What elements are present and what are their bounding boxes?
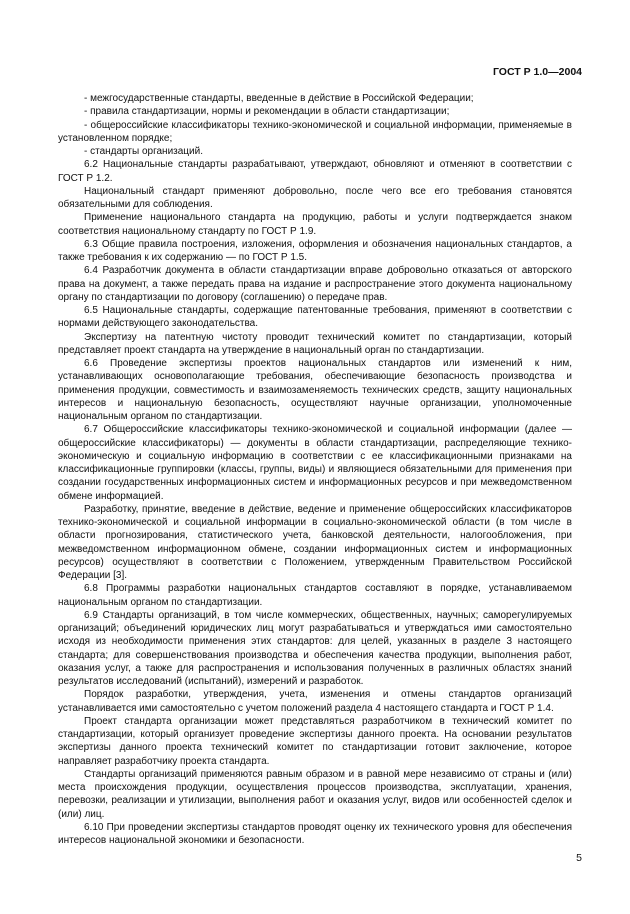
page-body — [58, 92, 572, 847]
list-item: - правила стандартизации, нормы и рекомендации в области стандартизации; — [84, 106, 450, 118]
paragraph: Применение национального стандарта на продукцию, работы и услуги подтверждается знаком соответствия национальному стандарту по ГОСТ Р 1.9. — [58, 212, 572, 237]
paragraph: 6.5 Национальные стандарты, содержащие патентованные требования, применяют в соответствии с нормами действующего законодательства. — [58, 305, 572, 330]
paragraph: Разработку, принятие, введение в действие, ведение и применение общероссийских классификаторов технико-экономической и социальной информации в социально-экономической области (в том числе в области прогнозирования, статистического учета, банковской деятельности, налогообложения, при межведомственном информационном обмене, создании информационных систем и информационных ресурсов) осуществляют в соответствии с Положением, утвержденным Правительством Российской Федерации [3]. — [58, 503, 572, 581]
paragraph: Экспертизу на патентную чистоту проводит технический комитет по стандартизации, который представляет проект стандарта на утверждение в национальный орган по стандартизации. — [58, 331, 572, 356]
list-item: - стандарты организаций. — [84, 146, 203, 157]
list-item: - общероссийские классификаторы технико-экономической и социальной информации, применяемые в установленном порядке; — [58, 119, 572, 144]
paragraph: 6.2 Национальные стандарты разрабатывают, утверждают, обновляют и отменяют в соответствии с ГОСТ Р 1.2. — [58, 159, 572, 184]
paragraph: Национальный стандарт применяют добровольно, после чего все его требования становятся обязательными для соблюдения. — [58, 185, 572, 210]
paragraph: Стандарты организаций применяются равным образом и в равной мере независимо от страны и (или) места происхождения продукции, осуществления процессов производства, эксплуатации, хранения, перевозки, реализации и утилизации, выполнения работ и оказания услуг, видов или особенностей сделок и (или) лиц. — [58, 768, 572, 820]
paragraph: 6.10 При проведении экспертизы стандартов проводят оценку их технического уровня для обеспечения интересов национальной экономики и безопасности. — [58, 821, 572, 846]
document-header: ГОСТ Р 1.0—2004 — [492, 66, 582, 78]
paragraph: 6.4 Разработчик документа в области стандартизации вправе добровольно отказаться от авторского права на документ, а также передать права на издание и распространение этого документа национальному органу по стандартизации по договору (соглашению) о передаче прав. — [58, 265, 572, 303]
paragraph: 6.7 Общероссийские классификаторы технико-экономической и социальной информации (далее — общероссийские классификаторы) — документы в области стандартизации, распределяющие технико-экономическую и социальную информацию в соответствии с ее классификационными признаками на классификационные группировки (классы, группы, виды) и являющиеся обязательными для применения при создании государственных информационных систем и информационных ресурсов и при межведомственном обмене информацией. — [58, 424, 572, 502]
list-item: - межгосударственные стандарты, введенные в действие в Российской Федерации; — [84, 93, 474, 104]
page-number: 5 — [576, 852, 582, 864]
paragraph: 6.9 Стандарты организаций, в том числе коммерческих, общественных, научных; саморегулируемых организаций; объединений юридических лиц могут разрабатываться и утверждаться ими самостоятельно исходя из необходимости применения этих стандартов: для целей, указанных в разделе 3 настоящего стандарта; для совершенствования производства и обеспечения качества продукции, выполнения работ, оказания услуг, а также для распространения и использования полученных в различных областях знаний результатов исследований (испытаний), измерений и разработок. — [58, 609, 572, 687]
paragraph: 6.3 Общие правила построения, изложения, оформления и обозначения национальных стандартов, а также требования к их содержанию — по ГОСТ Р 1.5. — [58, 238, 572, 263]
paragraph: Проект стандарта организации может представляться разработчиком в технический комитет по стандартизации, который организует проведение экспертизы данного проекта. На основании результатов экспертизы данного проекта технический комитет по стандартизации готовит заключение, которое направляет разработчику проекта стандарта. — [58, 715, 572, 767]
paragraph: 6.6 Проведение экспертизы проектов национальных стандартов или изменений к ним, устанавливающих основополагающие требования, обеспечивающие безопасность производства и применения продукции, совместимость и взаимозаменяемость технических средств, защиту национальных интересов и национальную безопасность, осуществляют научные организации, уполномоченные национальным органом по стандартизации. — [58, 358, 572, 422]
paragraph: 6.8 Программы разработки национальных стандартов составляют в порядке, устанавливаемом национальным органом по стандартизации. — [58, 583, 572, 608]
paragraph: Порядок разработки, утверждения, учета, изменения и отмены стандартов организаций устанавливается ими самостоятельно с учетом положений раздела 4 настоящего стандарта и ГОСТ Р 1.4. — [58, 689, 572, 714]
